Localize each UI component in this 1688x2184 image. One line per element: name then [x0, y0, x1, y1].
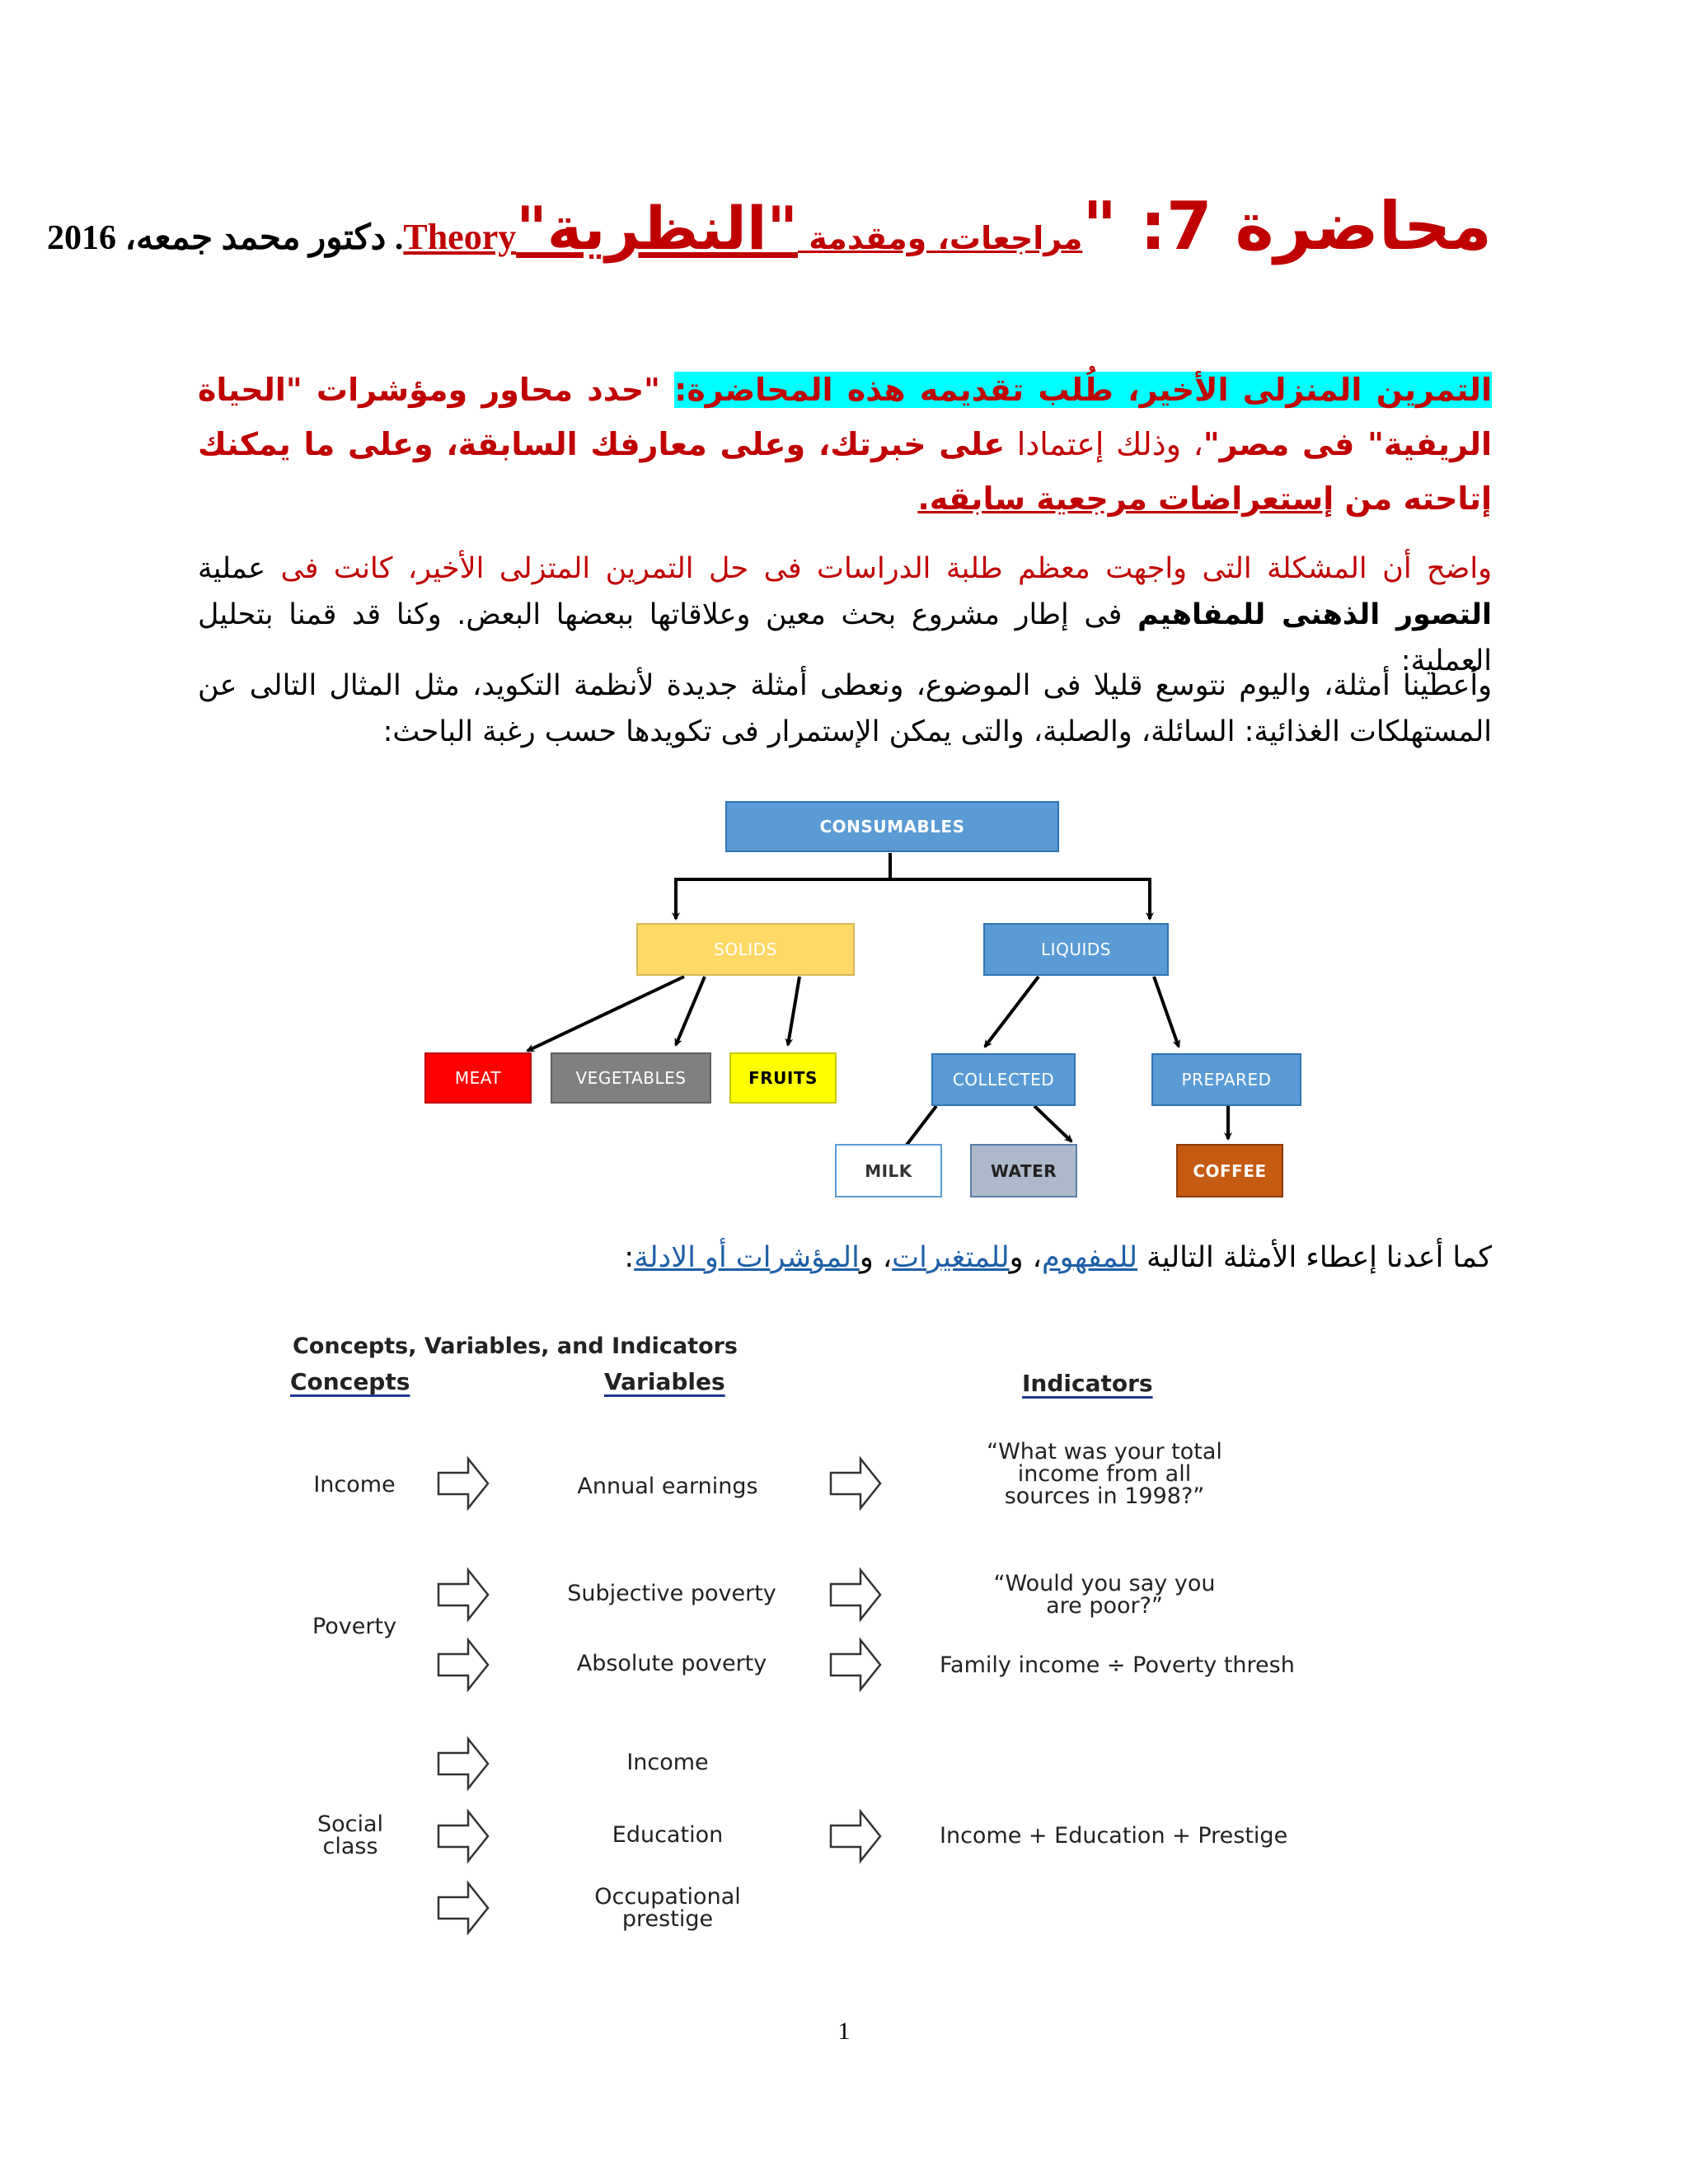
variable-occupational-prestige: Occupational prestige	[594, 1884, 741, 1932]
indicator-composite: Income + Education + Prestige	[940, 1823, 1288, 1849]
concept-poverty: Poverty	[312, 1614, 397, 1639]
arrow-income-to-annual	[438, 1459, 488, 1508]
arrow-class-to-prestige	[438, 1883, 488, 1933]
intro-text-4: :	[624, 1241, 635, 1274]
variable-education: Education	[612, 1822, 724, 1848]
homework-mid: ، وذلك إعتمادا	[1005, 426, 1203, 462]
variables-header: Variables	[604, 1368, 725, 1395]
concept-social-class: Social class	[316, 1811, 384, 1859]
meat-box: MEAT	[424, 1052, 532, 1104]
theory-word: Theory	[403, 217, 517, 257]
homework-last: إستعراضات مرجعية سابقه.	[917, 480, 1334, 517]
variable-absolute-poverty: Absolute poverty	[576, 1651, 767, 1676]
indicators-header: Indicators	[1022, 1370, 1153, 1397]
author-line: . دكتور محمد جمعه، 2016	[46, 219, 404, 257]
hollow-arrows	[280, 1319, 1451, 1945]
liquids-box: LIQUIDS	[983, 923, 1169, 976]
indicator-family-income: Family income ÷ Poverty thresh	[940, 1652, 1295, 1678]
lecture-topic: "النظرية"	[516, 194, 799, 263]
intro-text-1: كما أعدنا إعطاء الأمثلة التالية	[1137, 1241, 1492, 1274]
problem-bold-text: التصور الذهنى للمفاهيم	[1137, 598, 1492, 631]
indicator-poor-question: “Would you say you are poor?”	[993, 1571, 1216, 1619]
lecture-number: محاضرة 7: "	[1082, 188, 1492, 265]
arrow-absolute-to-family	[831, 1640, 880, 1690]
vegetables-box: VEGETABLES	[551, 1052, 711, 1104]
arrow-class-to-income	[438, 1739, 488, 1788]
homework-rest: على خبرتك، وعلى معارفك السابقة، وعلى ما يمكنك إتاحته من	[198, 426, 1492, 517]
problem-red-text: واضح أن المشكلة التى واجهت معظم طلبة الدراسات فى حل التمرين المتزلى الأخير، كانت فى	[265, 552, 1492, 585]
concept-link[interactable]: للمفهوم	[1041, 1241, 1138, 1274]
consumables-box: CONSUMABLES	[725, 801, 1059, 852]
fruits-box: FRUITS	[729, 1052, 837, 1104]
homework-highlight: التمرين المنزلى الأخير، طُلب تقديمه هذه المحاضرة:	[674, 372, 1492, 408]
arrow-poverty-to-subjective	[438, 1570, 488, 1619]
indicator-income-question: “What was your total income from all sources in 1998?”	[987, 1439, 1222, 1509]
arrow-poverty-to-absolute	[438, 1640, 488, 1690]
consumables-flowchart	[412, 791, 1319, 1203]
homework-quote: "حدد محاور ومؤشرات "الحياة الريفية" فى مصر"	[198, 372, 1492, 462]
solids-box: SOLIDS	[636, 923, 855, 976]
indicators-link[interactable]: المؤشرات أو الادلة	[634, 1241, 860, 1274]
variable-income: Income	[626, 1750, 709, 1775]
arrow-education-to-composite	[831, 1811, 880, 1861]
problem-end-text: فى إطار مشروع بحث معين وعلاقاتها ببعضها البعض. وكنا قد قمنا بتحليل العملية:	[198, 598, 1492, 677]
concept-income: Income	[313, 1472, 396, 1497]
water-box: WATER	[970, 1144, 1077, 1197]
milk-box: MILK	[835, 1144, 942, 1197]
lecture-subtitle: مراجعات، ومقدمة	[798, 220, 1083, 256]
page-title	[46, 188, 1492, 265]
figure-title: Concepts, Variables, and Indicators	[293, 1333, 738, 1359]
flowchart-connectors	[412, 791, 1319, 1203]
variable-subjective-poverty: Subjective poverty	[567, 1581, 776, 1606]
page-number: 1	[837, 2018, 851, 2045]
arrow-annual-to-question	[831, 1459, 880, 1508]
prepared-box: PREPARED	[1151, 1053, 1301, 1106]
problem-plain-text: عملية	[198, 552, 266, 585]
intro-text-3: ، و	[859, 1241, 893, 1274]
concepts-header: Concepts	[290, 1368, 410, 1395]
collected-box: COLLECTED	[931, 1053, 1076, 1106]
variable-annual-earnings: Annual earnings	[577, 1474, 758, 1499]
intro-text-2: ، و	[1009, 1241, 1042, 1274]
examples-paragraph: وأعطينا أمثلة، واليوم نتوسع قليلا فى الموضوع، ونعطى أمثلة جديدة لأنظمة التكويد، مثل المثال التالى عن المستهلكات الغذائية: السائلة، والصلبة، والتى يمكن الإستمرار فى تكويدها حسب رغبة الباحث:	[198, 669, 1492, 748]
homework-paragraph	[198, 363, 1492, 526]
arrow-subjective-to-question	[831, 1570, 880, 1619]
variables-link[interactable]: للمتغيرات	[892, 1241, 1010, 1274]
concepts-intro-paragraph	[198, 1235, 1492, 1281]
arrow-class-to-education	[438, 1811, 488, 1861]
coffee-box: COFFEE	[1176, 1144, 1283, 1197]
concepts-variables-indicators-figure	[280, 1319, 1451, 1945]
